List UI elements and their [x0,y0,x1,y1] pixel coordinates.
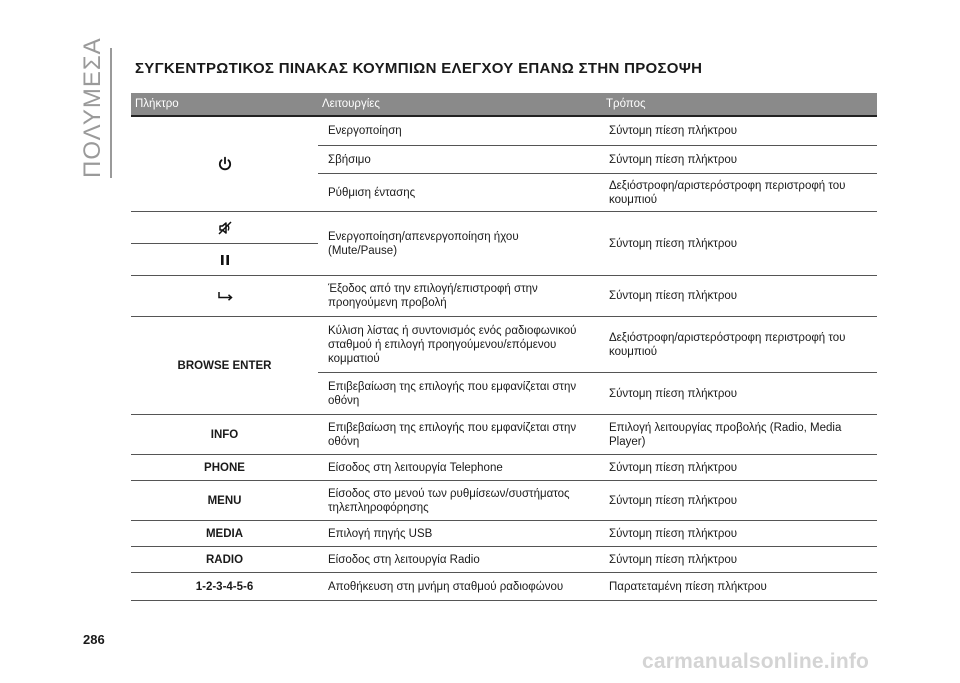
function-text: οθόνη [328,394,360,407]
function-text: Επιλογή πηγής USB [328,527,433,540]
table-row-mute [131,212,877,276]
key-cell [131,415,318,454]
mode-text: κουμπιού [609,193,658,206]
key-cell [131,547,318,572]
mute-icon [217,220,233,236]
mode-text: Σύντομη πίεση πλήκτρου [609,553,738,566]
table-row-info [131,415,877,455]
table-row-browse [131,317,877,415]
key-cell [131,117,318,211]
function-text: Σβήσιμο [328,153,371,166]
function-text: Είσοδος στο μενού των ρυθμίσεων/συστήματος [328,487,570,500]
sub-row [318,317,877,372]
table-header [131,93,877,115]
function-text: σταθμού ή επιλογή προηγούμενου/επόμενου [328,338,557,351]
key-label: RADIO [205,553,244,566]
function-text: Επιβεβαίωση της επιλογής που εμφανίζεται στην [328,421,577,434]
key-cell [131,521,318,546]
function-text: Αποθήκευση στη μνήμη σταθμού ραδιοφώνου [328,580,564,593]
mode-text: Σύντομη πίεση πλήκτρου [609,125,738,137]
sub-row [318,372,877,414]
watermark-text: carmanualsonline.info [642,650,870,673]
power-icon [217,156,233,172]
key-label: 1-2-3-4-5-6 [195,580,254,593]
table-row-media [131,521,877,547]
mode-text: κουμπιού [609,345,658,358]
header-mode: Τρόπος [606,98,646,110]
function-text: τηλεπληροφόρησης [328,501,429,514]
function-text: Ρύθμιση έντασης [328,186,416,199]
mode-text: Δεξιόστροφη/αριστερόστροφη περιστροφή του [609,179,846,192]
function-text: οθόνη [328,435,360,448]
key-cell [131,573,318,600]
function-text: Είσοδος στη λειτουργία Telephone [328,461,503,474]
back-icon [216,290,234,302]
key-label: MENU [207,494,242,507]
mode-text: Σύντομη πίεση πλήκτρου [609,527,738,540]
mode-text: Player) [609,435,646,448]
key-cell [131,276,318,316]
mode-text: Σύντομη πίεση πλήκτρου [609,387,738,400]
table-row-menu [131,481,877,521]
mode-text: Παρατεταμένη πίεση πλήκτρου [609,580,767,593]
table-row-radio [131,547,877,573]
function-text: Ενεργοποίηση [328,125,402,137]
key-label: BROWSE ENTER [177,359,272,372]
controls-table [131,93,877,601]
function-text: Είσοδος στη λειτουργία Radio [328,553,480,566]
mode-text: Σύντομη πίεση πλήκτρου [609,290,738,302]
key-label: PHONE [204,461,245,474]
key-cell [131,455,318,480]
section-side-tab [76,37,116,178]
section-label: ΠΟΛΥΜΕΣΑ [79,37,106,178]
key-cell [131,212,318,275]
watermark [642,650,942,678]
mode-text: Δεξιόστροφη/αριστερόστροφη περιστροφή του [609,331,846,344]
table-row-presets [131,573,877,601]
function-text: κομματιού [328,352,380,365]
mode-text: Σύντομη πίεση πλήκτρου [609,153,738,166]
function-text: (Mute/Pause) [328,244,398,257]
page-number: 286 [83,632,105,647]
key-label: INFO [210,428,239,441]
table-row-phone [131,455,877,481]
key-cell [131,481,318,520]
key-cell [131,317,318,414]
function-text: Έξοδος από την επιλογή/επιστροφή στην [328,283,538,295]
function-text: Κύλιση λίστας ή συντονισμός ενός ραδιοφωνικού [328,324,577,337]
mode-text: Σύντομη πίεση πλήκτρου [609,237,738,250]
function-text: προηγούμενη προβολή [328,297,447,309]
table-row-power [131,115,877,212]
function-text: Ενεργοποίηση/απενεργοποίηση ήχου [328,230,519,243]
key-label: MEDIA [205,527,244,540]
sub-row [318,145,877,173]
sub-row [318,117,877,145]
table-row-back [131,276,877,317]
section-divider [110,48,112,178]
header-function: Λειτουργίες [322,98,380,110]
page-title: ΣΥΓΚΕΝΤΡΩΤΙΚΟΣ ΠΙΝΑΚΑΣ ΚΟΥΜΠΙΩΝ ΕΛΕΓΧΟΥ ΕΠΑΝΩ ΣΤΗΝ ΠΡΟΣΟΨΗ [135,60,703,77]
sub-row [318,173,877,211]
pause-icon [219,254,231,266]
mode-text: Σύντομη πίεση πλήκτρου [609,461,738,474]
header-key: Πλήκτρο [135,98,179,110]
function-text: Επιβεβαίωση της επιλογής που εμφανίζεται στην [328,380,577,393]
mode-text: Επιλογή λειτουργίας προβολής (Radio, Media [609,421,842,434]
mode-text: Σύντομη πίεση πλήκτρου [609,494,738,507]
